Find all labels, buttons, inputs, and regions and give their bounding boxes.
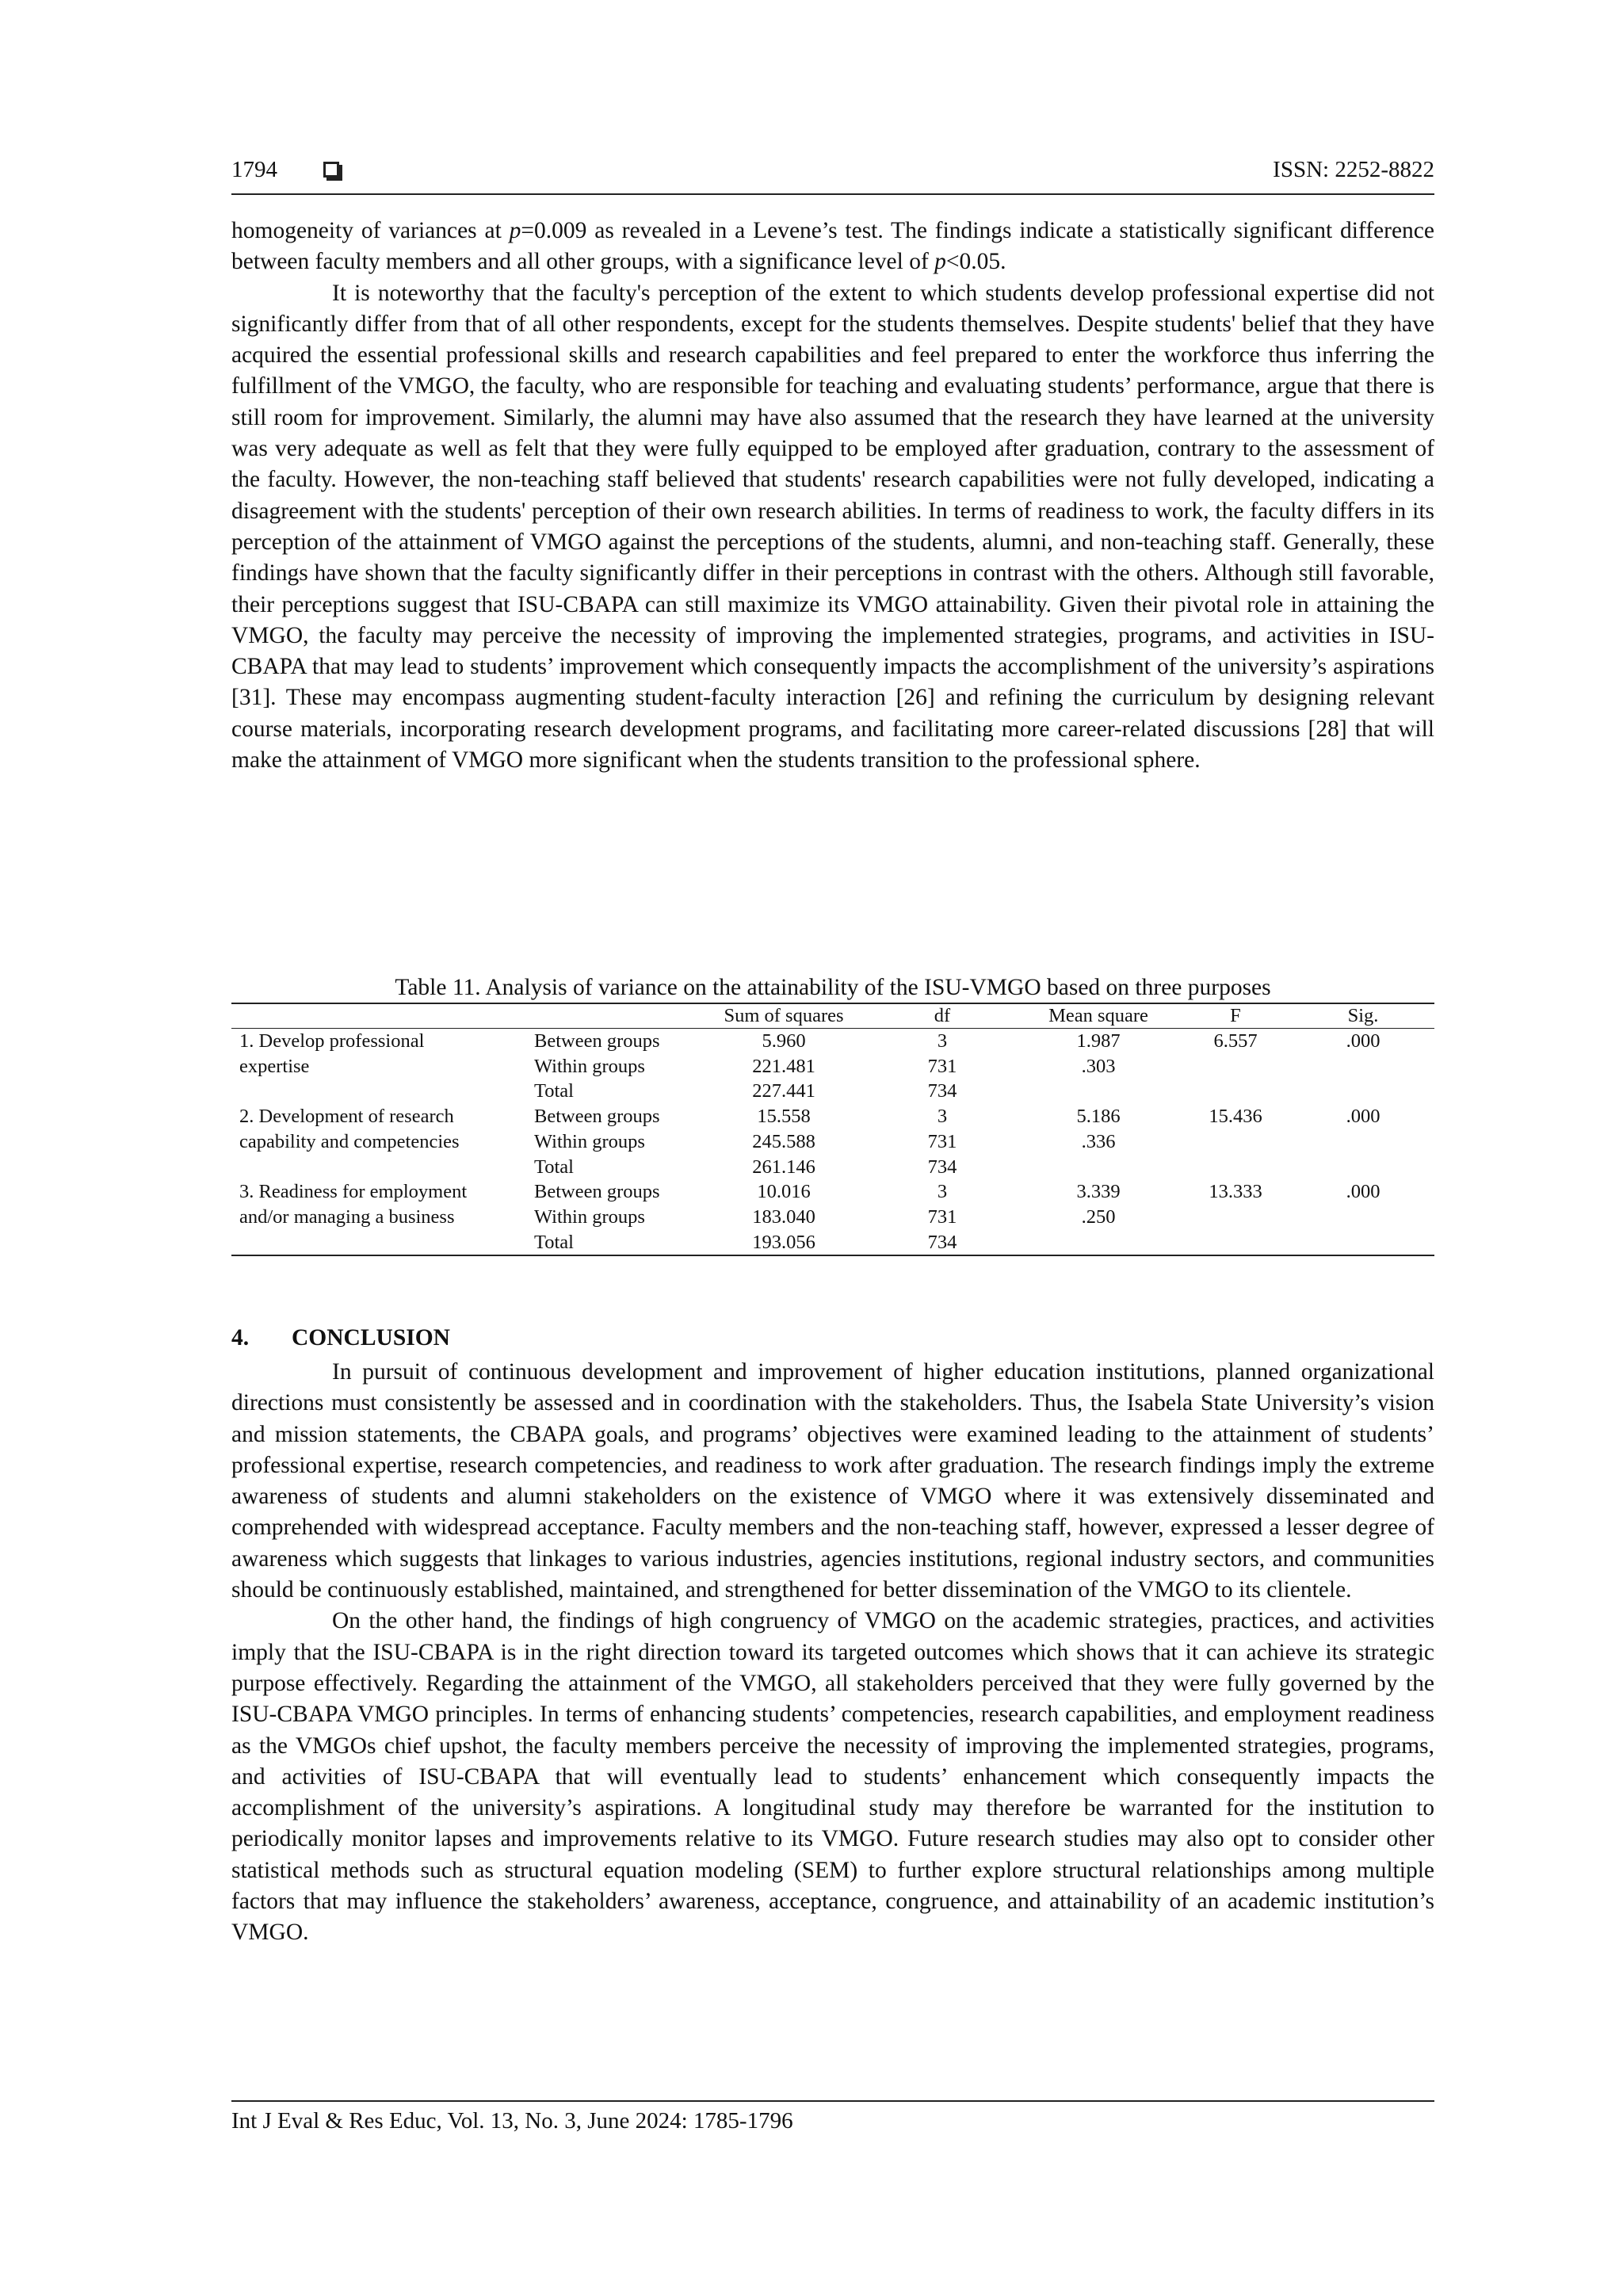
header-sum-of-squares: Sum of squares — [701, 1003, 867, 1029]
header-f: F — [1179, 1003, 1292, 1029]
table-cell: 15.558 — [757, 1106, 811, 1128]
table-cell — [1292, 1054, 1434, 1079]
section-heading — [231, 1325, 450, 1351]
table-cell — [1018, 1230, 1179, 1256]
table-cell — [1179, 1155, 1292, 1180]
table-cell: 3 — [937, 1106, 948, 1128]
table-cell — [231, 1155, 534, 1180]
table-cell: 183.040 — [752, 1205, 815, 1228]
table-cell: Within groups — [534, 1130, 645, 1152]
table-cell: Within groups — [534, 1055, 645, 1077]
table-row — [231, 1054, 1434, 1079]
table-caption: Table 11. Analysis of variance on the attainability of the ISU-VMGO based on three purposes — [395, 975, 1271, 1000]
table-cell — [1292, 1205, 1434, 1230]
table-cell: capability and competencies — [239, 1130, 460, 1152]
table-cell — [231, 1079, 534, 1104]
table-cell: .250 — [1081, 1205, 1116, 1228]
checkbox-square-icon — [323, 162, 339, 178]
table-cell: 3.339 — [1076, 1181, 1121, 1203]
table-cell — [1179, 1129, 1292, 1155]
table-cell: 227.441 — [752, 1080, 815, 1102]
issn: ISSN: 2252-8822 — [1273, 157, 1434, 182]
header-df: df — [867, 1003, 1018, 1029]
table-cell: 261.146 — [752, 1156, 815, 1178]
table-cell: 15.436 — [1209, 1106, 1262, 1128]
table-cell — [1292, 1079, 1434, 1104]
table-cell: .303 — [1081, 1055, 1116, 1077]
table-cell: .336 — [1081, 1130, 1116, 1152]
table-cell: Between groups — [534, 1106, 660, 1128]
table-cell: 1. Develop professional — [239, 1030, 425, 1052]
table-row — [231, 1104, 1434, 1129]
page-footer — [231, 2100, 1434, 2134]
table-cell: 731 — [927, 1205, 957, 1228]
table-cell: 731 — [927, 1130, 957, 1152]
section-title: CONCLUSION — [292, 1325, 450, 1350]
page-header — [231, 155, 1434, 195]
table-cell: 734 — [927, 1156, 957, 1178]
header-cell — [534, 1003, 701, 1029]
table-cell: Total — [534, 1230, 701, 1256]
table-cell: 3. Readiness for employment — [239, 1181, 468, 1203]
header-mean-square: Mean square — [1018, 1003, 1179, 1029]
table-cell: 10.016 — [757, 1181, 811, 1203]
table-cell: 3 — [937, 1181, 948, 1203]
table-cell — [1292, 1155, 1434, 1180]
table-row — [231, 1155, 1434, 1180]
table-cell: 5.186 — [1076, 1106, 1121, 1128]
table-cell: .000 — [1346, 1030, 1381, 1052]
table-cell: Between groups — [534, 1181, 660, 1203]
table-row — [231, 1129, 1434, 1155]
table-cell — [1179, 1205, 1292, 1230]
journal-citation: Int J Eval & Res Educ, Vol. 13, No. 3, June 2024: 1785-1796 — [231, 2108, 793, 2134]
table-cell: 734 — [927, 1080, 957, 1102]
table-cell: 2. Development of research — [239, 1106, 454, 1128]
table-cell: .000 — [1346, 1181, 1381, 1203]
table-row — [231, 1205, 1434, 1230]
table-cell — [1018, 1079, 1179, 1104]
table-cell — [1179, 1230, 1292, 1256]
table-cell — [1292, 1129, 1434, 1155]
table-row — [231, 1230, 1434, 1256]
table-cell: 3 — [937, 1030, 948, 1052]
table-cell: Within groups — [534, 1205, 645, 1228]
table-cell: .000 — [1346, 1106, 1381, 1128]
table-cell: 13.333 — [1209, 1181, 1262, 1203]
paragraph-1: homogeneity of variances at p=0.009 as revealed in a Levene’s test. The findings indicate a statistically significant difference between faculty members and all other groups, with a significance level of p<0.05. — [231, 218, 1434, 275]
table-cell: 1.987 — [1076, 1030, 1121, 1052]
table-cell: Total — [534, 1080, 574, 1102]
table-cell: 731 — [927, 1055, 957, 1077]
section-number: 4. — [231, 1325, 250, 1350]
paragraph-2: It is noteworthy that the faculty's perception of the extent to which students develop professional expertise did not significantly differ from that of all other respondents, except for the students themselves. Despite students' belief that they have acquired the essential professional skills and research capabilities and feel prepared to enter the workforce thus inferring the fulfillment of the VMGO, the faculty, who are responsible for teaching and evaluating students’ performance, argue that there is still room for improvement. Similarly, the alumni may have also assumed that the research they have learned at the university was very adequate as well as felt that they were fully equipped to be employed after graduation, contrary to the assessment of the faculty. However, the non-teaching staff believed that students' research capabilities were not fully developed, indicating a disagreement with the students' perception of their own research abilities. In terms of readiness to work, the faculty differs in its perception of the attainment of VMGO against the perceptions of the students, alumni, and non-teaching staff. Generally, these findings have shown that the faculty significantly differ in their perceptions in contrast with the others. Although still favorable, their perceptions suggest that ISU-CBAPA can still maximize its VMGO attainability. Given their pivotal role in attaining the VMGO, the faculty may perceive the necessity of improving the implemented strategies, programs, and activities in ISU-CBAPA that may lead to students’ improvement which consequently impacts the accomplishment of the university’s aspirations [31]. These may encompass augmenting student-faculty interaction [26] and refining the curriculum by designing relevant course materials, incorporating research development programs, and facilitating more career-related discussions [28] that will make the attainment of VMGO more significant when the students transition to the professional sphere. — [231, 280, 1434, 774]
table-header-row — [231, 1003, 1434, 1029]
table-cell: expertise — [239, 1055, 310, 1077]
table-cell — [231, 1230, 534, 1256]
header-cell — [231, 1003, 534, 1029]
page-number: 1794 — [231, 157, 277, 182]
anova-table — [231, 1003, 1434, 1256]
table-cell: 6.557 — [1213, 1030, 1258, 1052]
table-cell — [1018, 1155, 1179, 1180]
body-text — [231, 216, 1434, 776]
table-row — [231, 1079, 1434, 1104]
table-cell: and/or managing a business — [239, 1205, 455, 1228]
table-cell — [1292, 1230, 1434, 1256]
conclusion-text — [231, 1357, 1434, 1949]
table-cell — [1179, 1054, 1292, 1079]
table-cell: 193.056 — [701, 1230, 867, 1256]
table-cell: Total — [534, 1156, 574, 1178]
header-sig: Sig. — [1292, 1003, 1434, 1029]
table-cell: 5.960 — [762, 1030, 806, 1052]
table-cell: 245.588 — [752, 1130, 815, 1152]
table-cell: Between groups — [534, 1030, 660, 1052]
table-cell: 734 — [867, 1230, 1018, 1256]
table-row — [231, 1179, 1434, 1205]
table-row — [231, 1029, 1434, 1054]
conclusion-paragraph-1: In pursuit of continuous development and improvement of higher education institutions, planned organizational directions must consistently be assessed and in coordination with the stakeholders. Thus, the Isabela State University’s vision and mission statements, the CBAPA goals, and programs’ objectives were examined leading to the attainment of students’ professional expertise, research competencies, and readiness to work after graduation. The research findings imply the extreme awareness of students and alumni stakeholders on the existence of VMGO where it was extensively disseminated and comprehended with widespread acceptance. Faculty members and the non-teaching staff, however, expressed a lesser degree of awareness which suggests that linkages to various industries, agencies institutions, regional industry sectors, and communities should be continuously established, maintained, and strengthened for better dissemination of the VMGO to its clientele. — [231, 1359, 1434, 1603]
table-cell — [1179, 1079, 1292, 1104]
conclusion-paragraph-2: On the other hand, the findings of high congruency of VMGO on the academic strategies, practices, and activities imply that the ISU-CBAPA is in the right direction toward its targeted outcomes which shows that it can achieve its strategic purpose effectively. Regarding the attainment of the VMGO, all stakeholders perceived that they were fully governed by the ISU-CBAPA VMGO principles. In terms of enhancing students’ competencies, research capabilities, and employment readiness as the VMGOs chief upshot, the faculty members perceive the necessity of improving the implemented strategies, programs, and activities of ISU-CBAPA that will eventually lead to students’ enhancement which consequently impacts the accomplishment of the university’s aspirations. A longitudinal study may therefore be warranted for the institution to periodically monitor lapses and improvements relative to its VMGO. Future research studies may also opt to consider other statistical methods such as structural equation modeling (SEM) to further explore structural relationships among multiple factors that may influence the stakeholders’ awareness, acceptance, congruence, and attainability of an academic institution’s VMGO. — [231, 1608, 1434, 1946]
table-cell: 221.481 — [752, 1055, 815, 1077]
